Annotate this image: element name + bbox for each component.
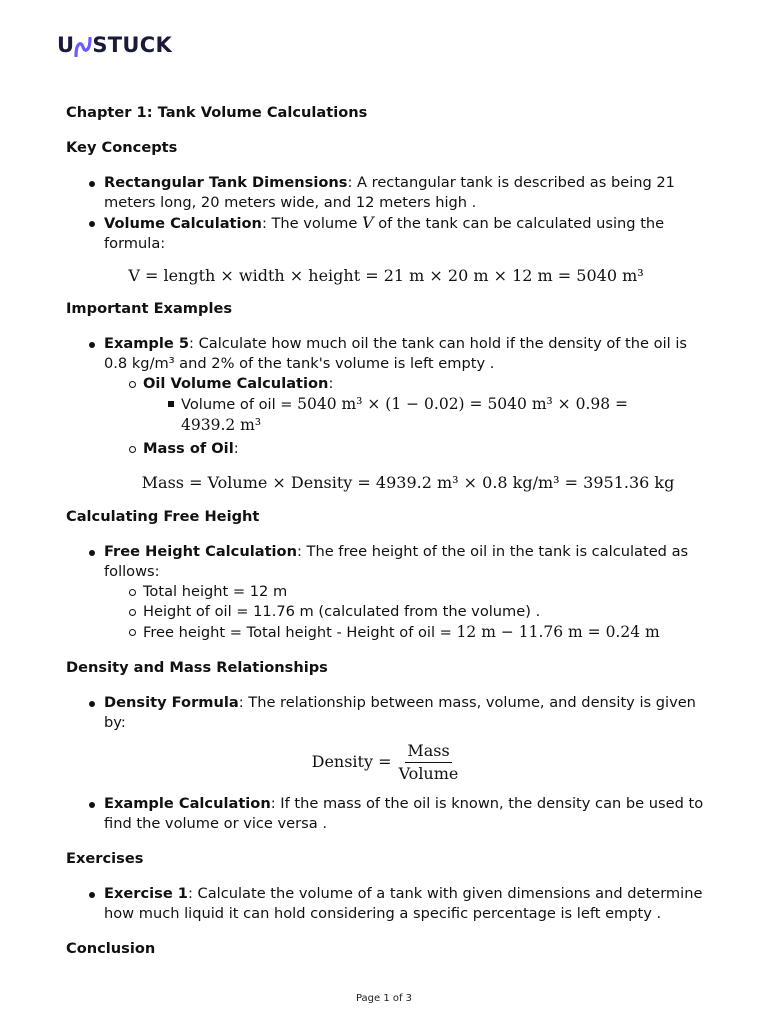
list-item	[66, 693, 706, 733]
item-text: : If the mass of the oil is known, the density can be used to find the volume or vice versa .	[104, 795, 704, 832]
math-variable: V	[362, 213, 374, 232]
volume-formula: V = length × width × height = 21 m × 20 m × 12 m = 5040 m³	[128, 266, 644, 285]
item-text: :	[328, 375, 334, 392]
item-text: : The relationship between mass, volume, and density is given by:	[104, 694, 696, 731]
list-item	[66, 884, 706, 924]
list-item	[104, 439, 706, 459]
item-label: Exercise 1	[104, 885, 188, 902]
item-label: Volume Calculation	[104, 215, 262, 232]
list-item	[66, 794, 706, 834]
list-item	[66, 334, 706, 459]
exercises-list	[66, 884, 706, 924]
important-examples-heading: Important Examples	[66, 300, 233, 317]
item-label: Example Calculation	[104, 795, 271, 812]
mass-formula: Mass = Volume × Density = 4939.2 m³ × 0.8 kg/m³ = 3951.36 kg	[141, 473, 675, 492]
item-text: :	[233, 440, 239, 457]
formula-lhs: Density =	[311, 752, 392, 771]
key-concepts-heading: Key Concepts	[66, 139, 178, 156]
list-item	[143, 394, 706, 436]
math-expression: 4939.2 m³	[181, 416, 262, 434]
brand-logo	[57, 32, 172, 58]
list-item	[66, 213, 706, 254]
chapter-title: Chapter 1: Tank Volume Calculations	[66, 104, 368, 121]
examples-list	[66, 334, 706, 459]
item-text: of the tank can be calculated using the formula:	[104, 215, 665, 252]
item-label: Free Height Calculation	[104, 543, 297, 560]
list-item	[104, 374, 706, 436]
item-label: Oil Volume Calculation	[143, 375, 329, 392]
item-text: : Calculate the volume of a tank with given dimensions and determine how much liquid it can hold considering a specific percentage is left empty .	[104, 885, 703, 922]
fraction	[397, 741, 461, 784]
list-item	[66, 173, 706, 213]
item-text: : Calculate how much oil the tank can hold if the density of the oil is 0.8 kg/m³ and 2% of the tank's volume is left empty .	[104, 335, 687, 372]
free-height-list	[66, 542, 706, 643]
logo-text-post: STUCK	[92, 33, 173, 57]
item-label: Density Formula	[104, 694, 239, 711]
item-text: : The free height of the oil in the tank is calculated as follows:	[104, 543, 689, 580]
item-text: : A rectangular tank is described as being 21 meters long, 20 meters wide, and 12 meters high .	[104, 174, 675, 211]
density-example-list	[66, 794, 706, 834]
document-body	[66, 103, 706, 959]
item-label: Rectangular Tank Dimensions	[104, 174, 348, 191]
item-text: Free height = Total height - Height of oil =	[143, 624, 457, 641]
item-text: : The volume	[261, 215, 362, 232]
list-item	[104, 622, 706, 643]
sub-list	[104, 582, 706, 643]
logo-text-pre: U	[57, 33, 75, 57]
item-label: Example 5	[104, 335, 190, 352]
math-expression: 12 m − 11.76 m = 0.24 m	[456, 623, 660, 641]
item-label: Mass of Oil	[143, 440, 234, 457]
density-mass-heading: Density and Mass Relationships	[66, 659, 328, 676]
list-item	[66, 542, 706, 643]
density-formula	[66, 741, 706, 784]
fraction-numerator: Mass	[405, 741, 451, 763]
fraction-denominator: Volume	[398, 764, 459, 783]
item-text: Volume of oil =	[181, 396, 298, 413]
exercises-heading: Exercises	[66, 850, 144, 867]
list-item: Total height = 12 m	[104, 582, 706, 602]
conclusion-heading: Conclusion	[66, 940, 156, 957]
free-height-heading: Calculating Free Height	[66, 508, 260, 525]
sub-sub-list	[143, 394, 706, 436]
sub-list	[104, 374, 706, 459]
list-item: Height of oil = 11.76 m (calculated from the volume) .	[104, 602, 706, 622]
density-list	[66, 693, 706, 733]
math-expression: 5040 m³ × (1 − 0.02) = 5040 m³ × 0.98 =	[297, 395, 628, 413]
logo-n-icon	[74, 37, 92, 57]
page-number: Page 1 of 3	[355, 993, 413, 1004]
key-concepts-list	[66, 173, 706, 254]
